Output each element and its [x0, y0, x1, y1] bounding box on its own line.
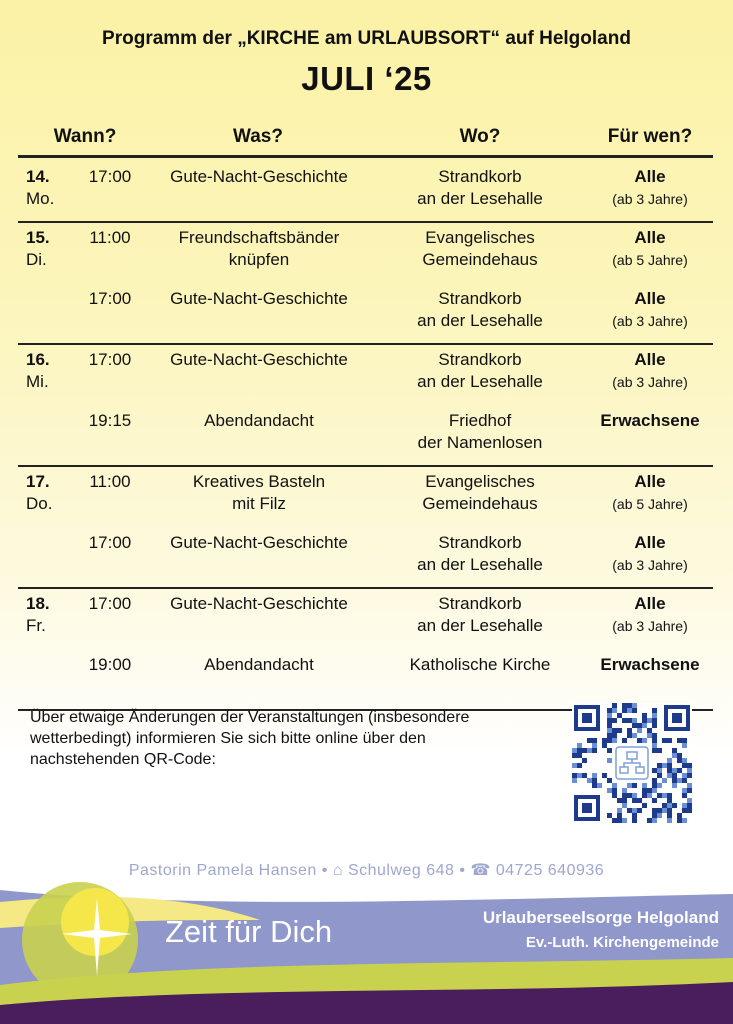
event-time: 19:00 — [88, 655, 132, 674]
event-location — [385, 288, 575, 332]
event-location-line: an der Lesehalle — [417, 372, 543, 391]
day-label — [26, 166, 54, 210]
audience-age: (ab 3 Jahre) — [612, 557, 688, 573]
event-audience — [585, 349, 715, 393]
event-location — [385, 349, 575, 393]
cross-icon — [60, 896, 134, 978]
bullet-separator: • — [321, 862, 333, 879]
event-title-line: knüpfen — [228, 250, 290, 269]
event-time: 17:00 — [88, 289, 132, 308]
event-location-line: an der Lesehalle — [417, 616, 543, 635]
audience-label: Erwachsene — [600, 655, 700, 674]
event-location-line: Strandkorb — [438, 289, 522, 308]
event-location — [385, 410, 575, 454]
event-audience — [585, 471, 715, 515]
day-date: 15. — [26, 228, 50, 247]
event-location-line: Evangelisches — [425, 472, 535, 491]
audience-label: Erwachsene — [600, 411, 700, 430]
event-location — [385, 593, 575, 637]
audience-label: Alle — [634, 228, 666, 247]
event-location — [385, 654, 575, 676]
event-location-line: Strandkorb — [438, 533, 522, 552]
event-audience — [585, 593, 715, 637]
audience-label: Alle — [634, 472, 666, 491]
header-fuer-wen: Für wen? — [607, 126, 693, 147]
header-wo: Wo? — [459, 126, 501, 147]
day-label — [26, 471, 52, 515]
day-date: 14. — [26, 167, 50, 186]
event-location-line: der Namenlosen — [417, 433, 543, 452]
event-time: 19:15 — [88, 411, 132, 430]
audience-age: (ab 5 Jahre) — [612, 252, 688, 268]
audience-label: Alle — [634, 533, 666, 552]
day-label — [26, 349, 50, 393]
month-heading: JULI ‘25 — [301, 60, 432, 97]
event-title — [148, 654, 370, 676]
event-location-line: an der Lesehalle — [417, 311, 543, 330]
event-location-line: Friedhof — [448, 411, 512, 430]
event-audience — [585, 166, 715, 210]
audience-label: Alle — [634, 594, 666, 613]
bullet-separator: • — [459, 862, 471, 879]
event-audience — [585, 227, 715, 271]
day-weekday: Do. — [26, 494, 53, 513]
event-title — [148, 471, 370, 515]
phone-number[interactable]: 04725 640936 — [495, 862, 605, 879]
day-divider — [18, 343, 713, 345]
qr-code[interactable] — [572, 703, 692, 823]
event-title-line: Gute-Nacht-Geschichte — [170, 594, 348, 613]
event-title-line: Gute-Nacht-Geschichte — [170, 350, 348, 369]
event-audience — [585, 654, 715, 676]
house-icon: ⌂ — [332, 862, 343, 879]
event-time: 17:00 — [88, 594, 132, 613]
org-subtitle: Ev.-Luth. Kirchengemeinde — [525, 934, 719, 951]
event-title — [148, 288, 370, 310]
audience-age: (ab 5 Jahre) — [612, 496, 688, 512]
day-weekday: Mi. — [26, 372, 49, 391]
event-title-line: Abendandacht — [204, 411, 314, 430]
event-title-line: Gute-Nacht-Geschichte — [170, 167, 348, 186]
org-name: Urlauberseelsorge Helgoland — [482, 908, 719, 927]
event-title — [148, 532, 370, 554]
audience-label: Alle — [634, 350, 666, 369]
event-title-line: Kreatives Basteln — [192, 472, 326, 491]
page-title: Programm der „KIRCHE am URLAUBSORT“ auf Helgoland — [102, 28, 631, 49]
event-title-line: Abendandacht — [204, 655, 314, 674]
header-wann: Wann? — [53, 126, 117, 147]
event-audience — [585, 288, 715, 332]
event-audience — [585, 532, 715, 576]
audience-label: Alle — [634, 167, 666, 186]
event-location-line: Evangelisches — [425, 228, 535, 247]
event-time: 17:00 — [88, 167, 132, 186]
address: Schulweg 648 — [347, 862, 455, 879]
event-title — [148, 227, 370, 271]
event-location-line: Strandkorb — [438, 350, 522, 369]
event-time: 17:00 — [88, 533, 132, 552]
event-location — [385, 471, 575, 515]
event-location — [385, 227, 575, 271]
pastor-name: Pastorin Pamela Hansen — [128, 862, 317, 879]
event-title-line: mit Filz — [232, 494, 286, 513]
event-audience — [585, 410, 715, 432]
event-location-line: an der Lesehalle — [417, 555, 543, 574]
day-divider — [18, 221, 713, 223]
event-location — [385, 532, 575, 576]
day-weekday: Mo. — [26, 189, 55, 208]
event-title-line: Gute-Nacht-Geschichte — [170, 533, 348, 552]
event-title — [148, 349, 370, 371]
event-location-line: Katholische Kirche — [409, 655, 551, 674]
day-date: 17. — [26, 472, 50, 491]
event-title-line: Freundschaftsbänder — [178, 228, 340, 247]
event-location-line: an der Lesehalle — [417, 189, 543, 208]
day-label — [26, 593, 50, 637]
event-time: 17:00 — [88, 350, 132, 369]
event-title — [148, 593, 370, 615]
audience-age: (ab 3 Jahre) — [612, 618, 688, 634]
event-title — [148, 410, 370, 432]
audience-label: Alle — [634, 289, 666, 308]
event-location-line: Gemeindehaus — [422, 494, 538, 513]
audience-age: (ab 3 Jahre) — [612, 374, 688, 390]
day-date: 16. — [26, 350, 50, 369]
day-date: 18. — [26, 594, 50, 613]
telephone-icon: ☎ — [470, 862, 491, 879]
day-divider — [18, 587, 713, 589]
slogan: Zeit für Dich — [165, 914, 333, 949]
event-location-line: Strandkorb — [438, 167, 522, 186]
event-title-line: Gute-Nacht-Geschichte — [170, 289, 348, 308]
header-was: Was? — [233, 126, 283, 147]
event-title — [148, 166, 370, 188]
event-time: 11:00 — [89, 228, 131, 247]
event-location-line: Strandkorb — [438, 594, 522, 613]
audience-age: (ab 3 Jahre) — [612, 313, 688, 329]
event-time: 11:00 — [89, 472, 131, 491]
day-divider — [18, 465, 713, 467]
contact-line — [0, 860, 733, 880]
change-notice: Über etwaige Änderungen der Veranstaltungen (insbesondere wetterbedingt) informieren Sie sich bitte online über den nachstehenden QR-Code: — [30, 709, 470, 768]
day-weekday: Fr. — [26, 616, 46, 635]
day-label — [26, 227, 50, 271]
day-weekday: Di. — [26, 250, 47, 269]
header-divider — [18, 155, 713, 158]
event-location-line: Gemeindehaus — [422, 250, 538, 269]
event-location — [385, 166, 575, 210]
audience-age: (ab 3 Jahre) — [612, 191, 688, 207]
